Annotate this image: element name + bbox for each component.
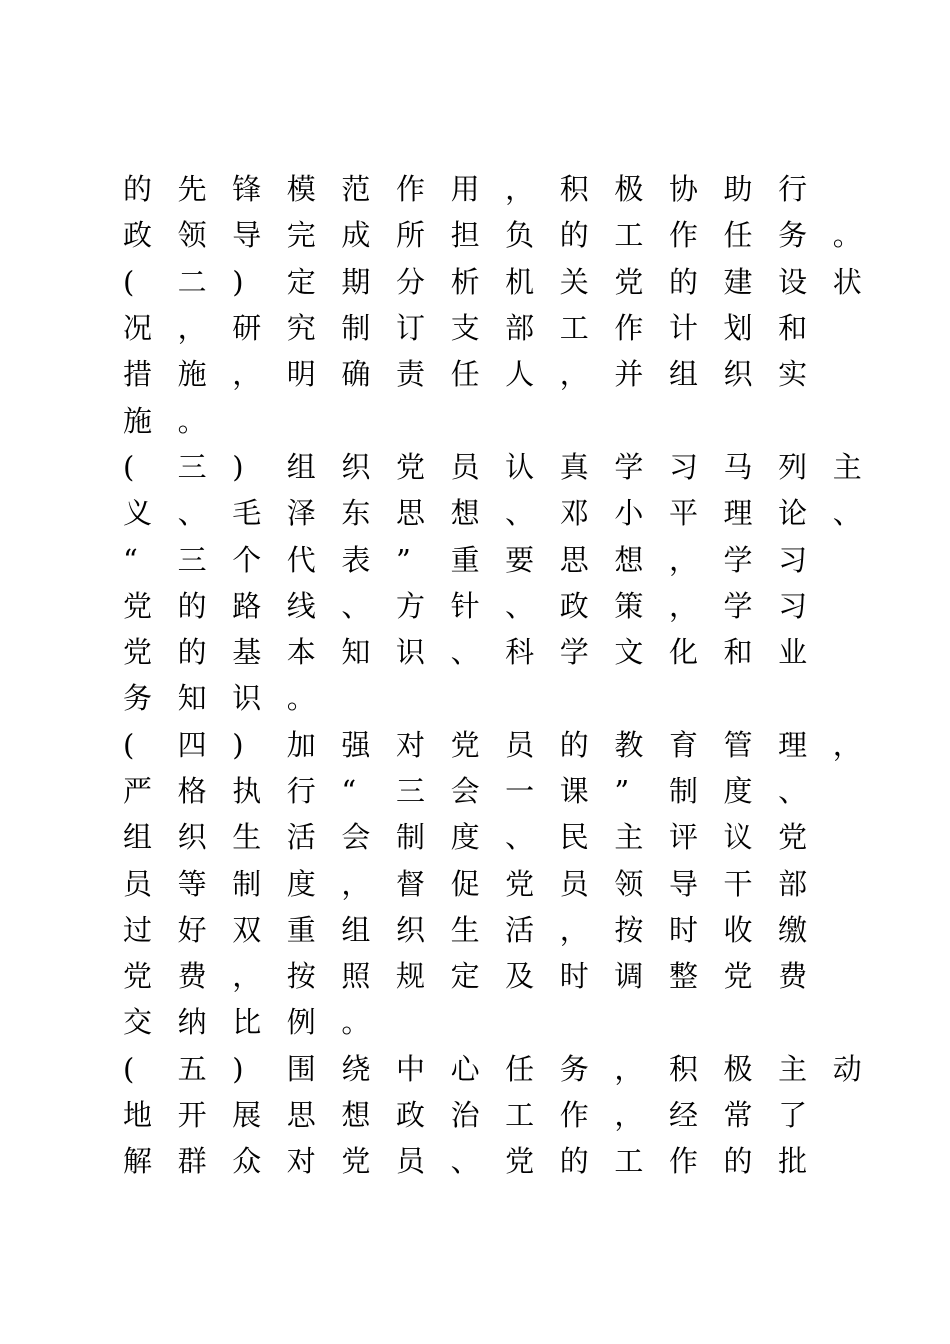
text-char: 关 (559, 264, 589, 299)
text-char: 作 (395, 172, 425, 207)
text-char: 学 (723, 588, 753, 623)
text-char: 并 (614, 357, 644, 392)
text-char: 。 (341, 1005, 371, 1040)
text-char: 小 (614, 496, 644, 531)
text-char: 担 (450, 218, 480, 253)
text-line (120, 212, 900, 258)
text-char: 促 (450, 866, 480, 901)
text-char: 四 (177, 727, 207, 762)
text-char: ) (232, 727, 244, 762)
text-char: 费 (778, 959, 808, 994)
text-char: 导 (668, 866, 698, 901)
text-char: 员 (505, 727, 535, 762)
text-char: ) (232, 1051, 244, 1086)
text-char: 强 (341, 727, 371, 762)
text-char: 组 (341, 912, 371, 947)
text-char: 况 (123, 311, 153, 346)
text-char: 措 (123, 357, 153, 392)
text-char: 策 (614, 588, 644, 623)
text-char: 的 (559, 218, 589, 253)
text-char: 制 (341, 311, 371, 346)
text-line (120, 953, 900, 999)
text-char: 工 (614, 1144, 644, 1179)
text-char: 过 (123, 912, 153, 947)
text-char: 织 (395, 912, 425, 947)
text-char: 组 (668, 357, 698, 392)
text-char: 施 (177, 357, 207, 392)
text-char: 计 (668, 311, 698, 346)
text-char: 工 (505, 1098, 535, 1133)
text-char: 理 (778, 727, 808, 762)
text-char: 、 (341, 588, 371, 623)
text-char: ， (614, 1051, 644, 1086)
text-char: 和 (778, 311, 808, 346)
text-char: 的 (123, 172, 153, 207)
text-char: 评 (668, 820, 698, 855)
text-char: 务 (559, 1051, 589, 1086)
text-char: ) (232, 449, 244, 484)
text-line (120, 629, 900, 675)
text-char: 、 (450, 1144, 480, 1179)
text-char: 生 (232, 820, 262, 855)
text-char: 制 (668, 774, 698, 808)
text-line (120, 305, 900, 351)
text-char: 重 (286, 912, 316, 947)
text-char: 经 (668, 1098, 698, 1133)
text-char: 督 (395, 866, 425, 901)
text-char: 干 (723, 866, 753, 901)
text-char: 度 (723, 774, 753, 808)
text-char: 领 (177, 218, 207, 253)
text-char: 交 (123, 1005, 153, 1040)
text-char: 部 (778, 866, 808, 901)
text-char: 的 (668, 264, 698, 299)
text-char: 严 (123, 774, 153, 808)
text-char: ， (614, 1098, 644, 1133)
document-body (120, 166, 900, 1185)
text-char: 化 (668, 635, 698, 670)
text-char: 想 (450, 496, 480, 531)
text-char: 收 (723, 912, 753, 947)
text-char: 围 (286, 1051, 316, 1086)
text-char: 党 (123, 635, 153, 670)
text-char: 按 (614, 912, 644, 947)
text-char: 的 (559, 1144, 589, 1179)
text-char: 议 (723, 820, 753, 855)
text-char: 析 (450, 264, 480, 299)
text-char: 会 (450, 774, 480, 808)
text-char: 动 (832, 1051, 862, 1086)
text-char: ， (668, 542, 698, 577)
text-char: 及 (505, 959, 535, 994)
text-char: 学 (614, 449, 644, 484)
text-char: 。 (832, 218, 862, 253)
text-char: 织 (341, 449, 371, 484)
text-char: 基 (232, 635, 262, 670)
text-char: 东 (341, 496, 371, 531)
text-char: 习 (778, 588, 808, 623)
text-char: 、 (450, 635, 480, 670)
text-line (120, 397, 900, 443)
text-char: 定 (450, 959, 480, 994)
text-char: 积 (668, 1051, 698, 1086)
text-char: ， (559, 912, 589, 947)
text-char: 究 (286, 311, 316, 346)
text-char: 党 (450, 727, 480, 762)
text-char: 。 (177, 403, 207, 438)
text-char: 确 (341, 357, 371, 392)
text-char: 组 (286, 449, 316, 484)
text-char: 主 (832, 449, 862, 484)
text-char: 本 (286, 635, 316, 670)
text-line (120, 1138, 900, 1184)
text-char: 思 (286, 1098, 316, 1133)
text-char: 常 (723, 1098, 753, 1133)
text-char: 整 (668, 959, 698, 994)
text-char: 。 (286, 681, 316, 716)
text-char: 要 (505, 542, 535, 577)
text-char: 想 (614, 542, 644, 577)
text-char: 重 (450, 542, 480, 577)
text-char: 对 (395, 727, 425, 762)
text-char: 业 (778, 635, 808, 670)
text-char: 责 (395, 357, 425, 392)
text-char: 照 (341, 959, 371, 994)
text-char: ， (177, 311, 207, 346)
text-char: 任 (450, 357, 480, 392)
text-char: 施 (123, 403, 153, 438)
text-char: 工 (559, 311, 589, 346)
text-line (120, 768, 900, 814)
text-char: 费 (177, 959, 207, 994)
text-char: 行 (778, 172, 808, 207)
text-char: 导 (232, 218, 262, 253)
text-char: 员 (559, 866, 589, 901)
text-char: 好 (177, 912, 207, 947)
text-char: 二 (177, 264, 207, 299)
text-char: ( (123, 449, 135, 484)
text-char: 平 (668, 496, 698, 531)
text-line (120, 814, 900, 860)
text-line (120, 675, 900, 721)
text-char: 思 (395, 496, 425, 531)
text-char: 用 (450, 172, 480, 207)
text-char: 明 (286, 357, 316, 392)
text-char: 、 (505, 496, 535, 531)
text-char: 代 (286, 542, 316, 577)
text-char: 缴 (778, 912, 808, 947)
text-char: 政 (395, 1098, 425, 1133)
text-char: ) (232, 264, 244, 299)
text-line (120, 722, 900, 768)
text-char: 心 (450, 1051, 480, 1086)
text-char: 党 (505, 1144, 535, 1179)
text-char: 锋 (232, 172, 262, 207)
text-char: 党 (505, 866, 535, 901)
text-char: 表 (341, 542, 371, 577)
text-char: ， (559, 357, 589, 392)
text-char: 分 (395, 264, 425, 299)
text-char: 比 (232, 1005, 262, 1040)
text-char: 政 (123, 218, 153, 253)
text-char: 务 (123, 681, 153, 716)
text-line (120, 259, 900, 305)
text-char: 了 (778, 1098, 808, 1133)
text-line (120, 907, 900, 953)
text-char: 地 (123, 1098, 153, 1133)
text-char: 领 (614, 866, 644, 901)
text-char: 作 (668, 1144, 698, 1179)
text-char: 对 (286, 1144, 316, 1179)
text-char: ( (123, 727, 135, 762)
text-char: 状 (832, 264, 862, 299)
text-char: 研 (232, 311, 262, 346)
text-char: 机 (505, 264, 535, 299)
text-char: 学 (723, 542, 753, 577)
text-char: 生 (450, 912, 480, 947)
text-char: ， (668, 588, 698, 623)
text-char: 党 (778, 820, 808, 855)
text-char: 、 (505, 588, 535, 623)
text-char: 识 (232, 681, 262, 716)
text-char: 的 (177, 588, 207, 623)
text-char: 一 (505, 774, 535, 808)
text-char: 按 (286, 959, 316, 994)
text-char: 极 (614, 172, 644, 207)
text-char: 管 (723, 727, 753, 762)
text-char: 任 (723, 218, 753, 253)
text-char: 、 (505, 820, 535, 855)
text-char: 党 (123, 588, 153, 623)
text-char: 期 (341, 264, 371, 299)
text-line (120, 860, 900, 906)
text-char: 时 (559, 959, 589, 994)
text-line (120, 999, 900, 1045)
text-line (120, 1046, 900, 1092)
text-char: “ (341, 774, 357, 808)
text-char: 邓 (559, 496, 589, 531)
text-line (120, 1092, 900, 1138)
text-char: 划 (723, 311, 753, 346)
text-char: 三 (177, 542, 207, 577)
text-char: 开 (177, 1098, 207, 1133)
text-char: 解 (123, 1144, 153, 1179)
text-char: 订 (395, 311, 425, 346)
text-char: ” (614, 774, 630, 808)
text-char: 主 (614, 820, 644, 855)
text-char: 展 (232, 1098, 262, 1133)
text-char: 织 (723, 357, 753, 392)
text-char: 线 (286, 588, 316, 623)
text-char: 绕 (341, 1051, 371, 1086)
text-char: 协 (668, 172, 698, 207)
text-char: 实 (778, 357, 808, 392)
text-char: 路 (232, 588, 262, 623)
text-char: 活 (505, 912, 535, 947)
text-char: 知 (177, 681, 207, 716)
text-char: 时 (668, 912, 698, 947)
text-line (120, 490, 900, 536)
text-char: 规 (395, 959, 425, 994)
text-char: 主 (778, 1051, 808, 1086)
text-char: 双 (232, 912, 262, 947)
text-char: ” (395, 542, 411, 577)
text-char: 负 (505, 218, 535, 253)
text-char: 个 (232, 542, 262, 577)
text-char: 制 (232, 866, 262, 901)
text-char: 完 (286, 218, 316, 253)
text-char: 、 (778, 774, 808, 808)
text-char: 任 (505, 1051, 535, 1086)
text-char: 、 (832, 496, 862, 531)
text-char: 论 (778, 496, 808, 531)
text-char: 范 (341, 172, 371, 207)
text-char: 制 (395, 820, 425, 855)
text-char: 毛 (232, 496, 262, 531)
text-char: ( (123, 264, 135, 299)
text-char: 极 (723, 1051, 753, 1086)
text-char: 先 (177, 172, 207, 207)
text-char: 马 (723, 449, 753, 484)
text-char: 党 (341, 1144, 371, 1179)
text-char: 育 (668, 727, 698, 762)
text-char: 义 (123, 496, 153, 531)
text-char: 模 (286, 172, 316, 207)
text-char: ， (505, 172, 535, 207)
text-char: 格 (177, 774, 207, 808)
text-char: 方 (395, 588, 425, 623)
text-char: 积 (559, 172, 589, 207)
text-char: 工 (614, 218, 644, 253)
text-char: 作 (614, 311, 644, 346)
text-char: 建 (723, 264, 753, 299)
text-char: 三 (395, 774, 425, 808)
text-char: 民 (559, 820, 589, 855)
text-char: 作 (559, 1098, 589, 1133)
text-char: 员 (395, 1144, 425, 1179)
text-char: 泽 (286, 496, 316, 531)
text-char: 作 (668, 218, 698, 253)
text-char: 党 (723, 959, 753, 994)
text-char: 和 (723, 635, 753, 670)
text-char: ， (341, 866, 371, 901)
text-char: 科 (505, 635, 535, 670)
text-char: 想 (341, 1098, 371, 1133)
text-char: 治 (450, 1098, 480, 1133)
text-char: 的 (559, 727, 589, 762)
text-char: 列 (778, 449, 808, 484)
text-char: 活 (286, 820, 316, 855)
text-char: 例 (286, 1005, 316, 1040)
text-char: 群 (177, 1144, 207, 1179)
text-line (120, 536, 900, 582)
text-char: 党 (123, 959, 153, 994)
text-char: 成 (341, 218, 371, 253)
text-char: 的 (723, 1144, 753, 1179)
text-char: 思 (559, 542, 589, 577)
text-char: 的 (177, 635, 207, 670)
text-char: 三 (177, 449, 207, 484)
text-char: 众 (232, 1144, 262, 1179)
text-char: 批 (778, 1144, 808, 1179)
text-char: 员 (450, 449, 480, 484)
text-char: 执 (232, 774, 262, 808)
text-char: 会 (341, 820, 371, 855)
text-char: 等 (177, 866, 207, 901)
text-char: 织 (177, 820, 207, 855)
text-char: 员 (123, 866, 153, 901)
text-char: 课 (559, 774, 589, 808)
text-char: 理 (723, 496, 753, 531)
text-char: 务 (778, 218, 808, 253)
text-char: 、 (177, 496, 207, 531)
text-char: 纳 (177, 1005, 207, 1040)
text-char: 政 (559, 588, 589, 623)
text-char: 针 (450, 588, 480, 623)
text-char: 党 (395, 449, 425, 484)
text-line (120, 351, 900, 397)
text-char: 组 (123, 820, 153, 855)
text-char: 识 (395, 635, 425, 670)
text-char: 党 (614, 264, 644, 299)
text-char: 知 (341, 635, 371, 670)
text-char: 学 (559, 635, 589, 670)
text-char: 部 (505, 311, 535, 346)
text-line (120, 444, 900, 490)
text-char: 设 (778, 264, 808, 299)
text-char: 五 (177, 1051, 207, 1086)
text-char: 度 (450, 820, 480, 855)
text-char: 定 (286, 264, 316, 299)
text-char: 习 (668, 449, 698, 484)
text-char: 助 (723, 172, 753, 207)
text-char: 习 (778, 542, 808, 577)
text-char: ， (232, 357, 262, 392)
text-char: 中 (395, 1051, 425, 1086)
text-char: “ (123, 542, 138, 577)
text-char: 支 (450, 311, 480, 346)
text-char: 认 (505, 449, 535, 484)
text-char: 行 (286, 774, 316, 808)
text-char: 教 (614, 727, 644, 762)
text-char: 加 (286, 727, 316, 762)
text-line (120, 166, 900, 212)
text-char: ， (232, 959, 262, 994)
text-line (120, 583, 900, 629)
text-char: 文 (614, 635, 644, 670)
text-char: 真 (559, 449, 589, 484)
text-char: 度 (286, 866, 316, 901)
text-char: 人 (505, 357, 535, 392)
text-char: ( (123, 1051, 135, 1086)
text-char: ， (832, 727, 862, 762)
text-char: 所 (395, 218, 425, 253)
text-char: 调 (614, 959, 644, 994)
